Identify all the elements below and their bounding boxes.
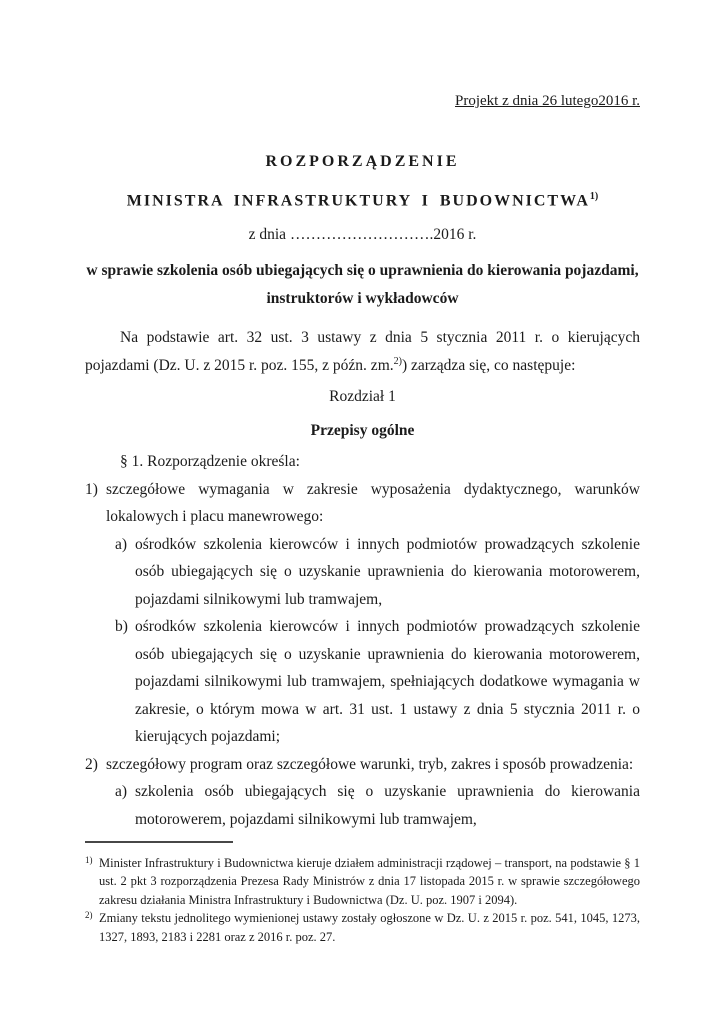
document-title-line1: ROZPORZĄDZENIE (265, 153, 460, 170)
footnote-ref-1: 1) (589, 191, 599, 202)
section-1-intro: § 1. Rozporządzenie określa: (120, 453, 300, 471)
list-item-2a-marker: a) (115, 783, 128, 801)
footnote-2-text: Zmiany tekstu jednolitego wymienionej ustawy zostały ogłoszone w Dz. U. z 2015 r. poz. 541, 1045, 1273, 1327, 1893, 2183 i 2281 oraz z 2016 r. poz. 27. (99, 911, 640, 944)
date-placeholder-line: z dnia ……………………….2016 r. (248, 226, 477, 244)
list-item-1a-marker: a) (115, 535, 128, 553)
project-date-line (85, 92, 640, 110)
footnote-separator-line (85, 841, 233, 843)
list-item-1b-marker: b) (115, 618, 128, 636)
list-item-1-text: szczegółowe wymagania w zakresie wyposażenia dydaktycznego, warunków lokalowych i placu manewrowego: (106, 480, 640, 526)
list-item-2a-text: szkolenia osób ubiegających się o uzyskanie uprawnienia do kierowania motorowerem, pojazdami silnikowymi lub tramwajem, (135, 783, 640, 828)
project-date-text: Projekt z dnia 26 lutego2016 r. (455, 93, 640, 109)
list-item-2a (85, 778, 640, 833)
footnote-2-marker: 2) (85, 910, 93, 921)
minister-title-text: MINISTRA INFRASTRUKTURY I BUDOWNICTWA (126, 192, 590, 210)
footnote-ref-2: 2) (393, 355, 402, 367)
list-item-1 (85, 476, 640, 531)
footnote-2 (85, 909, 640, 946)
list-item-1-marker: 1) (85, 480, 98, 498)
regulation-subject (85, 257, 640, 313)
preamble-paragraph (85, 324, 640, 379)
list-item-1a-text: ośrodków szkolenia kierowców i innych podmiotów prowadzących szkolenie osób ubiegających się o uzyskanie uprawnienia do kierowania motorowerem, pojazdami silnikowymi lub tramwajem, (135, 535, 640, 608)
chapter-title: Przepisy ogólne (310, 421, 415, 439)
list-item-2 (85, 751, 640, 779)
list-item-2-text: szczegółowy program oraz szczegółowe warunki, tryb, zakres i sposób prowadzenia: (106, 755, 634, 773)
footnotes-section (85, 841, 640, 946)
list-item-1b (85, 613, 640, 751)
preamble-text-before: Na podstawie art. 32 ust. 3 ustawy z dnia 5 stycznia 2011 r. o kierujących pojazdami (Dz. U. z 2015 r. poz. 155, z późn. zm. (85, 329, 640, 374)
footnote-1 (85, 854, 640, 909)
document-title-line2 (85, 187, 640, 211)
list-item-1b-text: ośrodków szkolenia kierowców i innych podmiotów prowadzących szkolenie osób ubiegających się o uzyskanie uprawnienia do kierowania motorowerem, pojazdami silnikowymi lub tramwajem, spełniających dodatkowe wymagania w zakresie, o którym mowa w art. 31 ust. 1 ustawy z dnia 5 stycznia 2011 r. o kierujących pojazdami; (135, 618, 640, 746)
footnote-1-text: Minister Infrastruktury i Budownictwa kieruje działem administracji rządowej – transport, na podstawie § 1 ust. 2 pkt 3 rozporządzenia Prezesa Rady Ministrów z dnia 17 listopada 2015 r. w sprawie szczegółowego zakresu działania Ministra Infrastruktury i Budownictwa (Dz. U. poz. 1907 i 2094). (99, 856, 640, 907)
list-item-2-marker: 2) (85, 755, 98, 773)
list-item-1a (85, 531, 640, 614)
preamble-text-after: ) zarządza się, co następuje: (401, 356, 576, 374)
subject-line-1: w sprawie szkolenia osób ubiegających się o uprawnienia do kierowania pojazdami, (86, 262, 639, 280)
subject-line-2: instruktorów i wykładowców (266, 290, 459, 308)
footnote-1-marker: 1) (85, 855, 93, 865)
chapter-number: Rozdział 1 (329, 388, 396, 406)
